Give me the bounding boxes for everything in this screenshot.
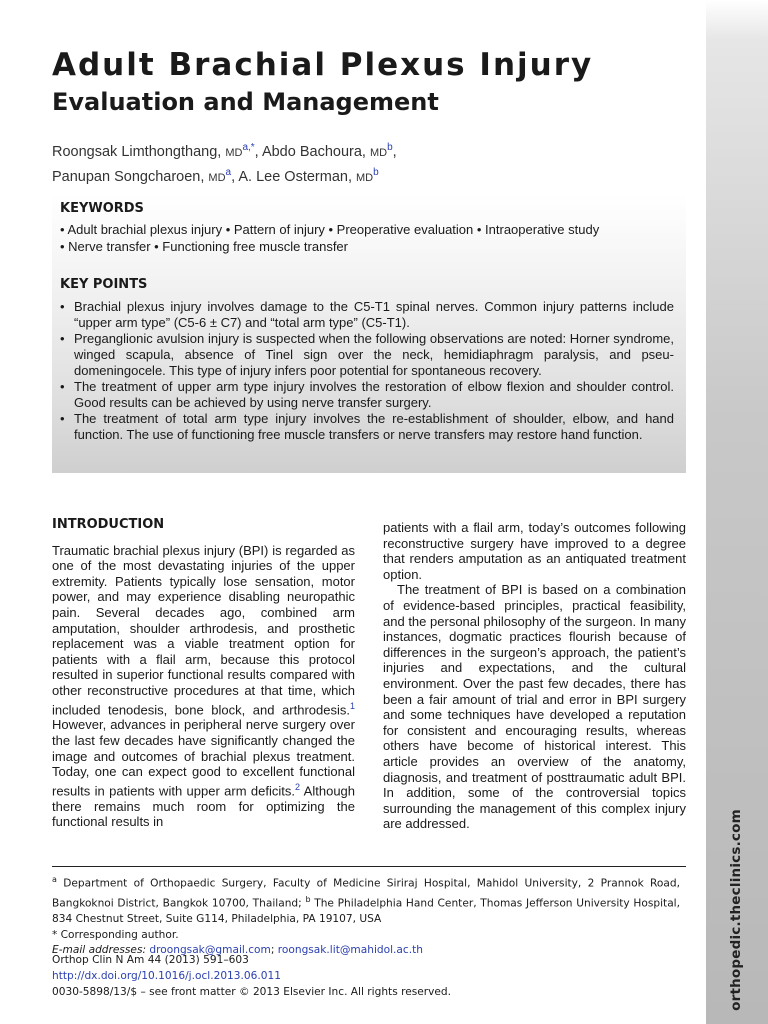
email-line: E-mail addresses: droongsak@gmail.com; roongsak.lit@mahidol.ac.th: [52, 944, 423, 957]
paragraph-text: patients with a flail arm, today’s outcomes following reconstructive surgery have improved to a degree that renders amputation as an antiquated treatment option.: [383, 520, 686, 582]
author-row: [52, 163, 397, 188]
author-degree: MD: [225, 146, 243, 159]
author-affiliation-mark[interactable]: a,*: [242, 142, 255, 153]
author-affiliation-mark[interactable]: b: [387, 142, 393, 153]
author-name: A. Lee Osterman,: [238, 168, 357, 185]
corresponding-author: * Corresponding author.: [52, 928, 179, 941]
author-degree: MD: [208, 171, 226, 184]
author-degree: MD: [356, 171, 374, 184]
paragraph-text: Although there remains much room for optimizing the functional results in: [52, 783, 356, 830]
keywords-line: • Adult brachial plexus injury • Pattern of injury • Preoperative evaluation • Intraoperative study: [60, 222, 600, 237]
article-title: Adult Brachial Plexus Injury: [52, 47, 594, 83]
journal-citation: Orthop Clin N Am 44 (2013) 591–603: [52, 954, 249, 966]
keywords-line: • Nerve transfer • Functioning free muscle transfer: [60, 238, 348, 254]
key-point-item: • The treatment of total arm type injury involves the re-establishment of shoulder, elbow, and hand function. The use of functioning free muscle transfers or nerve transfers may restore hand function.: [60, 411, 674, 443]
introduction-paragraph-1: [52, 543, 355, 830]
footnotes: [52, 872, 680, 959]
copyright-line: 0030-5898/13/$ – see front matter © 2013 Elsevier Inc. All rights reserved.: [52, 986, 451, 998]
introduction-column-right: [383, 520, 686, 832]
affiliation-mark: a: [52, 875, 57, 884]
doi-link[interactable]: http://dx.doi.org/10.1016/j.ocl.2013.06.011: [52, 970, 281, 982]
keywords-keypoints-box: [52, 193, 686, 473]
paragraph-text: However, advances in peripheral nerve surgery over the last few decades have significantly changed the image and outcomes of brachial plexus treatment. Today, one can expect good to excellent functional results in patients with upper arm deficits.: [52, 717, 355, 799]
author-name: Roongsak Limthongthang,: [52, 143, 226, 160]
journal-website[interactable]: orthopedic.theclinics.com: [728, 809, 744, 1011]
author-degree: MD: [369, 146, 388, 159]
author-name: Panupan Songcharoen,: [52, 168, 209, 185]
author-separator: ,: [231, 168, 239, 185]
author-affiliation-mark[interactable]: a: [225, 166, 232, 178]
email-link[interactable]: roongsak.lit@mahidol.ac.th: [277, 944, 423, 957]
author-affiliation-mark[interactable]: b: [373, 166, 379, 178]
introduction-paragraph-2: The treatment of BPI is based on a combination of evidence-based principles, practical feasibility, and the personal philosophy of the surgeon. In many instances, dogmatic practices flourish because of differences in the surgeon’s approach, the patient’s injuries and expectations, and the cultural environment. Over the past few decades, there has been a fair amount of trial and error in BPI surgery and some techniques have developed a reputation for consistent and encouraging results, whereas others have become of historical interest. This article provides an overview of the anatomy, diagnosis, and treatment of posttraumatic adult BPI. In addition, some of the controversial topics surrounding the management of this complex injury are addressed.: [383, 582, 686, 832]
keywords-list: [60, 222, 674, 255]
affiliation-mark: b: [305, 895, 311, 905]
affiliation-text: Department of Orthopaedic Surgery, Faculty of Medicine Siriraj Hospital, Mahidol University, 2 Prannok Road, Bangkoknoi District, Bangkok 10700, Thailand;: [52, 877, 680, 910]
introduction-column-left: [52, 517, 355, 830]
key-point-item: • The treatment of upper arm type injury involves the restoration of elbow flexion and shoulder control. Good results can be achieved by using nerve transfer surgery.: [60, 379, 674, 411]
citation-block: [52, 952, 680, 1000]
article-subtitle: Evaluation and Management: [52, 88, 439, 116]
author-row: [52, 138, 397, 163]
key-points-heading: KEY POINTS: [60, 277, 148, 292]
footnote-divider: [52, 866, 686, 867]
email-label: E-mail addresses:: [52, 944, 147, 957]
author-separator: ,: [392, 143, 397, 160]
affiliation-text: The Philadelphia Hand Center, Thomas Jefferson University Hospital, 834 Chestnut Street, Suite G114, Philadelphia, PA 19107, USA: [52, 897, 680, 926]
author-separator: ,: [254, 143, 262, 160]
email-link[interactable]: droongsak@gmail.com: [149, 944, 271, 957]
paragraph-text: Traumatic brachial plexus injury (BPI) is regarded as one of the most devastating injuries of the upper extremity. Patients typically lose sensation, motor power, and may experience disabling neuropathic pain. Several decades ago, combined arm amputation, shoulder arthrodesis, and prosthetic replacement was a viable treatment option for patients with a flail arm, because this protocol resulted in superior functional results compared with other reconstructive procedures at that time, which included tenodesis, bone block, and arthrodesis.: [52, 542, 355, 717]
introduction-paragraph-1-continued: [383, 520, 686, 582]
affiliations: [52, 872, 680, 928]
author-name: Abdo Bachoura,: [261, 143, 370, 160]
key-point-item: • Brachial plexus injury involves damage to the C5-T1 spinal nerves. Common injury patterns include “upper arm type” (C5-6 ± C7) and “total arm type” (C5-T1).: [60, 299, 674, 331]
key-point-item: • Preganglionic avulsion injury is suspected when the following observations are noted: Horner syndrome, winged scapula, absence of Tinel sign over the neck, hemidiaphragm paralysis, and pseudomeningocele. This type of injury infers poor potential for spontaneous recovery.: [60, 331, 674, 379]
reference-link[interactable]: 2: [295, 781, 301, 792]
introduction-heading: INTRODUCTION: [52, 517, 165, 532]
reference-link[interactable]: 1: [349, 700, 355, 711]
keywords-heading: KEYWORDS: [60, 201, 144, 216]
author-list: [52, 138, 397, 188]
key-points-list: [60, 299, 674, 443]
